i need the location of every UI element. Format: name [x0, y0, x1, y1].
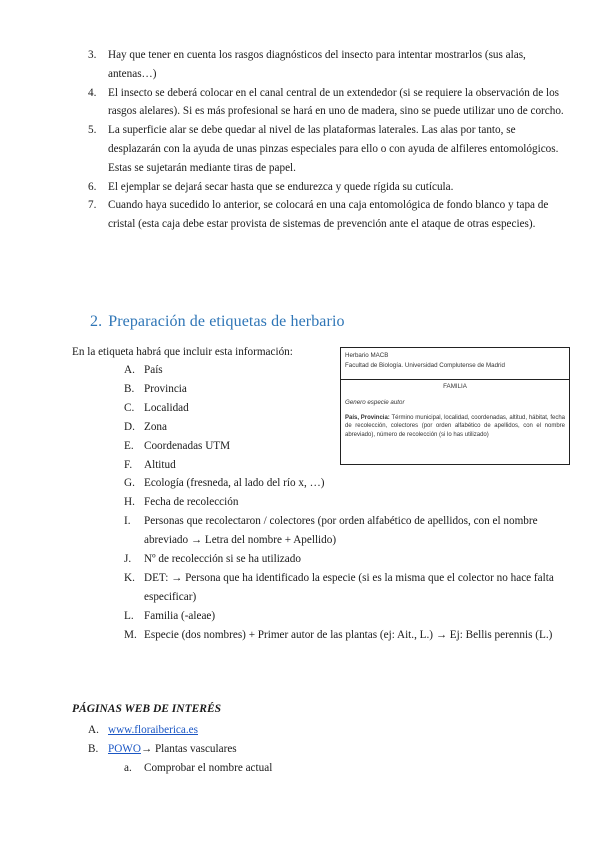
web-links-list	[88, 721, 488, 759]
list-item: E. Coordenadas UTM	[124, 439, 231, 452]
web-sublist	[124, 759, 272, 777]
intro-text: En la etiqueta habrá que incluir esta información:	[72, 346, 293, 358]
list-item: M. Especie (dos nombres) + Primer autor de las plantas (ej: Ait., L.) → Ej: Bellis perennis (L.)	[124, 628, 553, 641]
list-item: B. POWO→ Plantas vasculares	[88, 743, 237, 755]
list-item: F. Altitud	[124, 458, 176, 471]
list-item: J. Nº de recolección si se ha utilizado	[124, 553, 301, 566]
section-heading: 2. Preparación de etiquetas de herbario	[90, 313, 345, 330]
label-species: Genero especie autor	[345, 399, 405, 406]
list-item: I. Personas que recolectaron / colectores (por orden alfabético de apellidos, con el nombre abreviado → Letra del nombre + Apellido)	[124, 515, 538, 547]
list-item: A. www.floraiberica.es	[88, 724, 198, 736]
list-item: H. Fecha de recolección	[124, 496, 239, 509]
web-pages-title: PÁGINAS WEB DE INTERÉS	[72, 703, 222, 715]
list-item: 7. Cuando haya sucedido lo anterior, se colocará en una caja entomológica de fondo blanco y tapa de cristal (esta caja debe estar provista de sistemas de prevención ante el ataque de otras especies).	[88, 199, 549, 231]
steps-list	[88, 46, 568, 234]
list-item: B. Provincia	[124, 382, 187, 395]
list-item: 6. El ejemplar se dejará secar hasta que se endurezca y quede rígida su cutícula.	[88, 180, 454, 193]
powo-link[interactable]: POWO	[108, 743, 141, 755]
list-item: 5. La superficie alar se debe quedar al nivel de las plataformas laterales. Las alas por tanto, se desplazarán con la ayuda de unas pinzas especiales para ello o con ayuda de alfileres entomológicos. Estas se sujetarán mediante tiras de papel.	[88, 124, 559, 174]
list-item: D. Zona	[124, 420, 167, 433]
floraiberica-link[interactable]: www.floraiberica.es	[108, 724, 198, 736]
list-item: A. País	[124, 364, 163, 376]
list-item: 4. El insecto se deberá colocar en el canal central de un extendedor (si se requiere la observación de los rasgos alelares). Si es más profesional se hará en uno de madera, sino se puede utilizar uno de corcho.	[88, 86, 564, 118]
label-header: Herbario MACB Facultad de Biología. Universidad Complutense de Madrid	[341, 348, 569, 380]
list-item: L. Familia (-aleae)	[124, 609, 216, 622]
list-item: C. Localidad	[124, 401, 189, 414]
label-family: FAMILIA	[443, 383, 467, 390]
herbarium-label-example	[340, 347, 570, 465]
label-description: País, Provincia: Término municipal, localidad, coordenadas, altitud, hábitat, fecha de recolección, colectores (por orden alfabético de apellidos, con el nombre abreviado), número de recolección (si lo has utilizado)	[345, 415, 565, 438]
list-item: G. Ecología (fresneda, al lado del río x, …)	[124, 477, 325, 490]
list-item: K. DET: → Persona que ha identificado la especie (si es la misma que el colector no hace falta especificar)	[124, 571, 554, 603]
list-item: a. Comprobar el nombre actual	[124, 762, 273, 774]
list-item: 3. Hay que tener en cuenta los rasgos diagnósticos del insecto para intentar mostrarlos (sus alas, antenas…)	[88, 49, 526, 80]
